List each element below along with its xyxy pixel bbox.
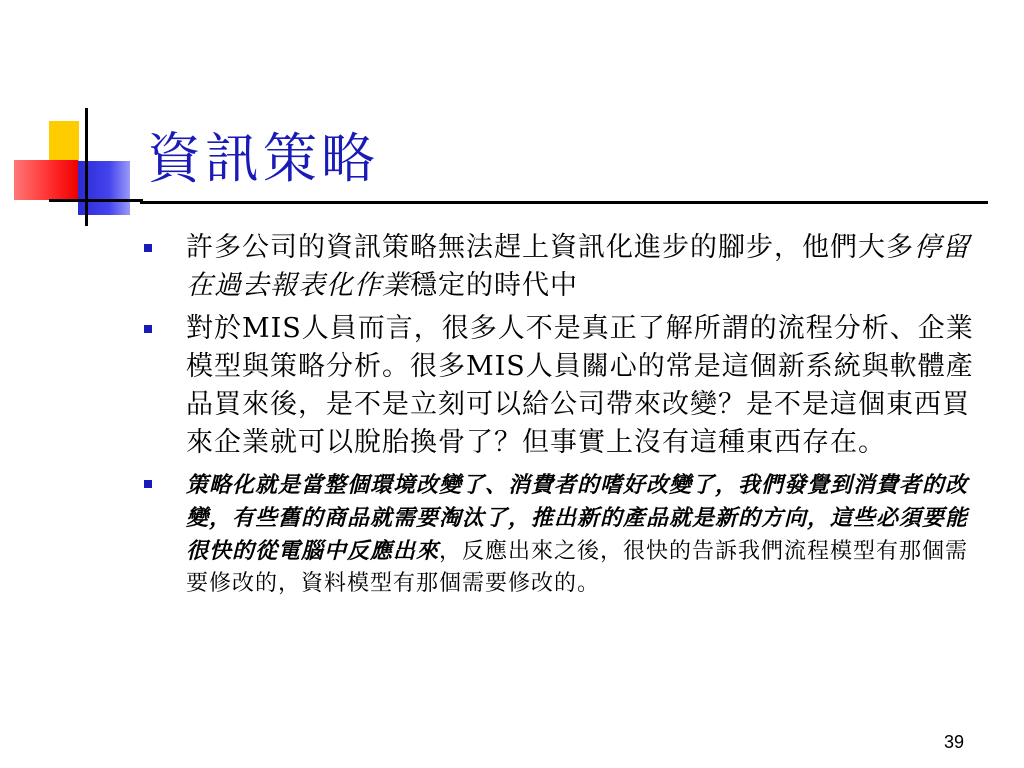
bullet-item xyxy=(140,469,988,600)
bullet-square-icon xyxy=(144,480,152,488)
bullet-3-emphasis: 策略化就是當整個環境改變了、消費者的嗜好改變了，我們發覺到消費者的改變，有些舊的商品就需要淘汰了，推出新的產品就是新的方向，這些必須要能很快的從電腦中反應出來 xyxy=(186,472,969,564)
page-number: 39 xyxy=(943,732,964,752)
bullet-3-text: ，反應出來之後，很快的告訴我們流程模型有那個需要修改的，資料模型有那個需要修改的。 xyxy=(186,539,969,596)
bullet-item xyxy=(140,310,988,462)
bullet-2-text: 對於MIS人員而言，很多人不是真正了解所謂的流程分析、企業模型與策略分析。很多MIS人員關心的常是這個新系統與軟體產品買來後，是不是立刻可以給公司帶來改變？是不是這個東西買來企業就可以脫胎換骨了？但事實上沒有這種東西存在。 xyxy=(186,313,974,458)
bullet-list xyxy=(140,229,988,600)
bullet-1-text: 許多公司的資訊策略無法趕上資訊化進步的腳步，他們大多 xyxy=(186,232,914,263)
bullet-1-emphasis: 停留在過去報表化作業 xyxy=(186,232,970,301)
logo-horizontal-line xyxy=(49,199,143,202)
logo-red-square xyxy=(14,160,78,200)
logo-vertical-line xyxy=(85,108,88,226)
bullet-square-icon xyxy=(144,325,152,333)
slide-logo-decoration xyxy=(0,0,150,240)
slide-title: 資訊策略 xyxy=(147,127,379,190)
bullet-square-icon xyxy=(144,244,152,252)
bullet-1-text-end: 穩定的時代中 xyxy=(410,270,578,301)
title-underline xyxy=(140,201,988,204)
bullet-item xyxy=(140,229,988,305)
